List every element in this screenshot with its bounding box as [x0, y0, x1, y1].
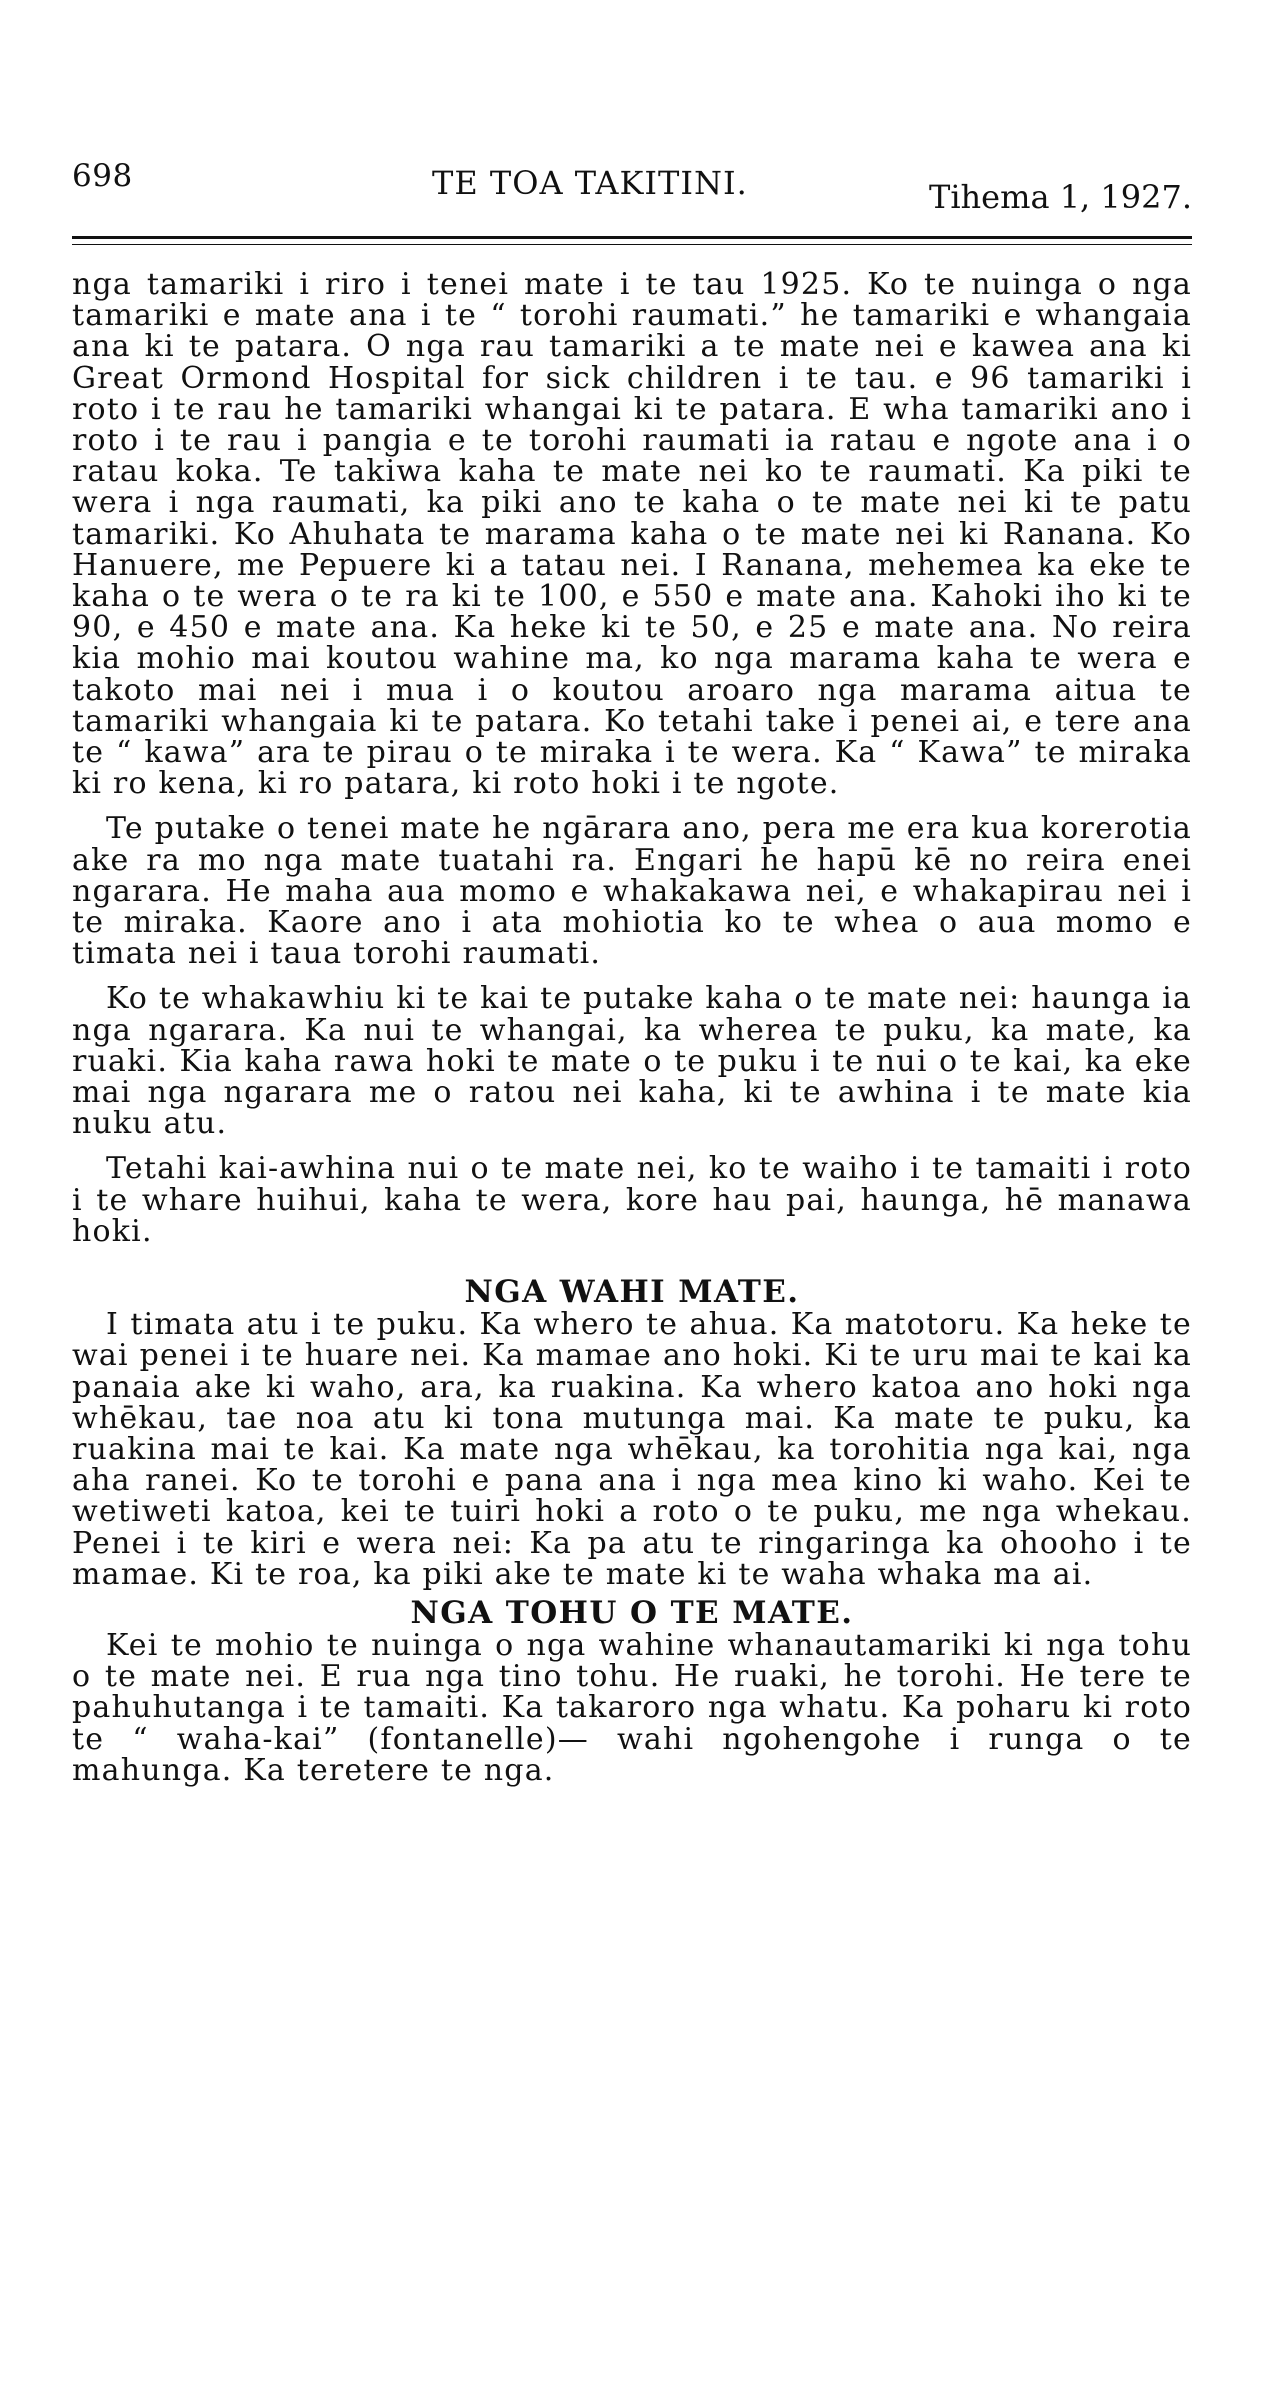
section-heading-nga-wahi-mate: NGA WAHI MATE.	[464, 1274, 800, 1311]
header-rule-thick	[72, 236, 1192, 239]
issue-date: Tihema 1, 1927.	[928, 178, 1192, 216]
page-header	[72, 150, 1192, 216]
section-heading-nga-tohu-o-te-mate: NGA TOHU O TE MATE.	[410, 1594, 854, 1631]
section-text-nga-tohu-o-te-mate: Kei te mohio te nuinga o nga wahine whanautamariki ki nga tohu o te mate nei. E rua nga tino tohu. He ruaki, he torohi. He tere te pahuhutanga i te tamaiti. Ka takaroro nga whatu. Ka poharu ki roto te “ waha-kai” (fontanelle)— wahi ngohengohe i runga o te mahunga. Ka teretere te nga.	[72, 1627, 1192, 1788]
paragraph-2: Te putake o tenei mate he ngārara ano, pera me era kua korerotia ake ra mo nga mate tuatahi ra. Engari he hapū kē no reira enei ngarara. He maha aua momo e whakakawa nei, e whakapirau nei i te miraka. Kaore ano i ata mohiotia ko te whea o aua momo e timata nei i taua torohi raumati.	[72, 811, 1192, 972]
paragraph-3: Ko te whakawhiu ki te kai te putake kaha o te mate nei: haunga ia nga ngarara. Ka nui te whangai, ka wherea te puku, ka mate, ka ruaki. Kia kaha rawa hoki te mate o te puku i te nui o te kai, ka eke mai nga ngarara me o ratou nei kaha, ki te awhina i te mate kia nuku atu.	[72, 981, 1192, 1142]
paragraph-4: Tetahi kai-awhina nui o te mate nei, ko te waiho i te tamaiti i roto i te whare huihui, kaha te wera, kore hau pai, haunga, hē manawa hoki.	[72, 1151, 1192, 1249]
document-page	[72, 150, 1192, 2250]
article-body	[72, 245, 1192, 1786]
paragraph-1: nga tamariki i riro i tenei mate i te tau 1925. Ko te nuinga o nga tamariki e mate ana i te “ torohi raumati.” he tamariki e whangaia ana ki te patara. O nga rau tamariki a te mate nei e kawea ana ki Great Ormond Hospital for sick children i te tau. e 96 tamariki i roto i te rau he tamariki whangai ki te patara. E wha tamariki ano i roto i te rau i pangia e te torohi raumati ia ratau e ngote ana i o ratau koka. Te takiwa kaha te mate nei ko te raumati. Ka piki te wera i nga raumati, ka piki ano te kaha o te mate nei ki te patu tamariki. Ko Ahuhata te marama kaha o te mate nei ki Ranana. Ko Hanuere, me Pepuere ki a tatau nei. I Ranana, mehemea ka eke te kaha o te wera o te ra ki te 100, e 550 e mate ana. Kahoki iho ki te 90, e 450 e mate ana. Ka heke ki te 50, e 25 e mate ana. No reira kia mohio mai koutou wahine ma, ko nga marama kaha te wera e takoto mai nei i mua i o koutou aroaro nga marama aitua te tamariki whangaia ki te patara. Ko tetahi take i penei ai, e tere ana te “ kawa” ara te pirau o te miraka i te wera. Ka “ Kawa” te miraka ki ro kena, ki ro patara, ki roto hoki i te ngote.	[72, 267, 1192, 802]
page-number: 698	[72, 158, 133, 194]
section-text-nga-wahi-mate: I timata atu i te puku. Ka whero te ahua. Ka matotoru. Ka heke te wai penei i te huare nei. Ka mamae ano hoki. Ki te uru mai te kai ka panaia ake ki waho, ara, ka ruakina. Ka whero katoa ano hoki nga whēkau, tae noa atu ki tona mutunga mai. Ka mate te puku, ka ruakina mai te kai. Ka mate nga whēkau, ka torohitia nga kai, nga aha ranei. Ko te torohi e pana ana i nga mea kino ki waho. Kei te wetiweti katoa, kei te tuiri hoki a roto o te puku, me nga whekau. Penei i te kiri e wera nei: Ka pa atu te ringaringa ka ohooho i te mamae. Ki te roa, ka piki ake te mate ki te waha whaka ma ai.	[72, 1307, 1192, 1592]
running-title: TE TOA TAKITINI.	[432, 164, 748, 202]
